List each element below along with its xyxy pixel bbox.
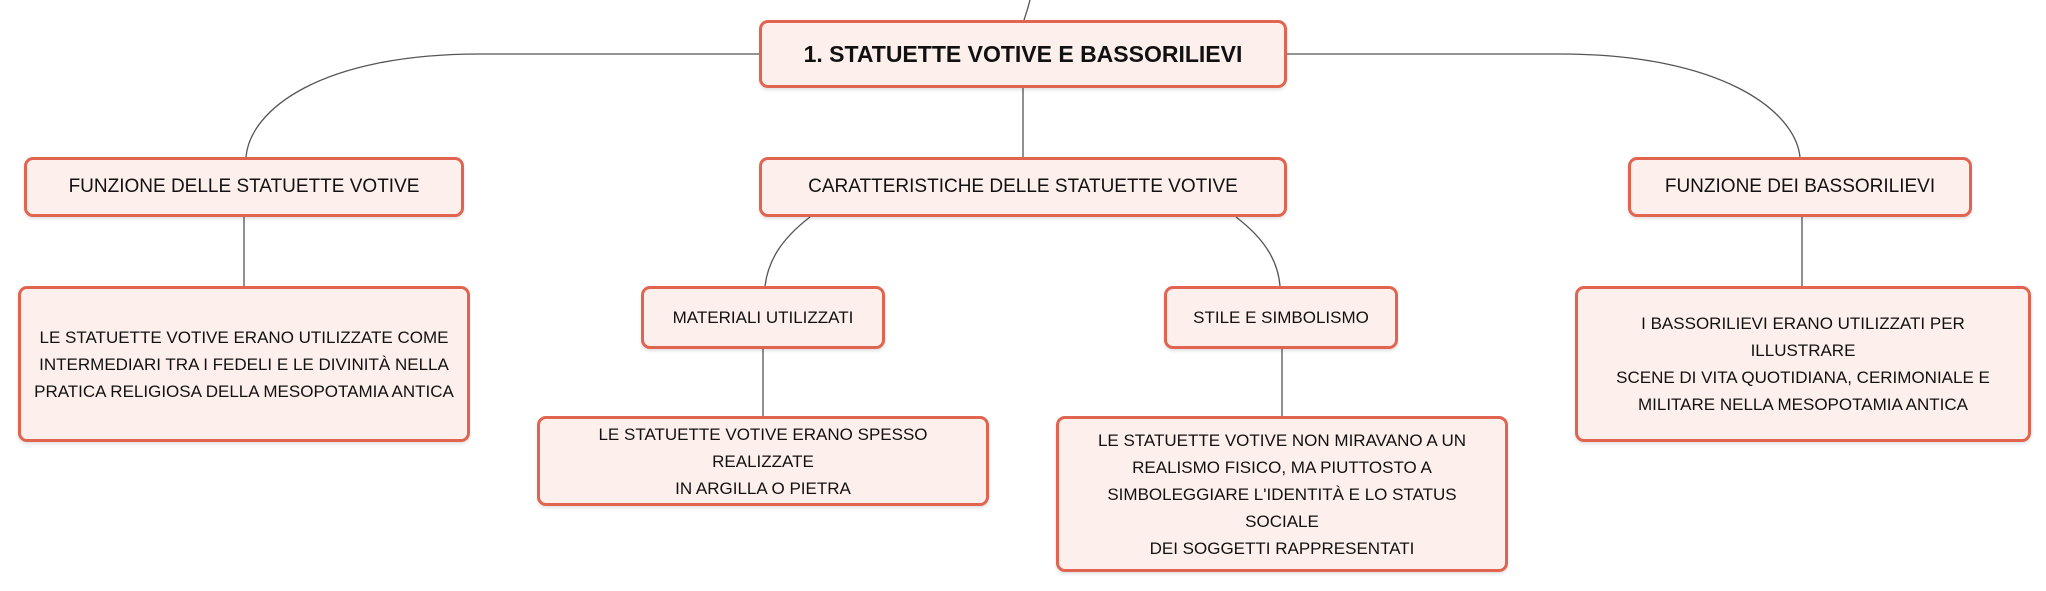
funzione-statuette-node[interactable] xyxy=(24,157,464,217)
funzione-bassorilievi-detail-node[interactable] xyxy=(1575,286,2031,442)
connector-root-to-funzione-statuette xyxy=(246,54,759,157)
stile-label: STILE E SIMBOLISMO xyxy=(1193,307,1369,327)
root-topic-label: 1. STATUETTE VOTIVE E BASSORILIEVI xyxy=(803,40,1243,67)
materiali-node[interactable] xyxy=(641,286,885,349)
materiali-label: MATERIALI UTILIZZATI xyxy=(672,307,854,327)
funzione-bassorilievi-node[interactable] xyxy=(1628,157,1972,217)
funzione-statuette-label: FUNZIONE DELLE STATUETTE VOTIVE xyxy=(68,176,420,197)
stile-detail-text: LE STATUETTE VOTIVE NON MIRAVANO A UN REALISMO FISICO, MA PIUTTOSTO A SIMBOLEGGIARE L'IDENTITÀ E LO STATUS SOCIALE DEI SOGGETTI RAPPRESENTATI xyxy=(1097,430,1467,558)
stile-detail-node[interactable] xyxy=(1056,416,1508,572)
connector-caratteristiche-to-stile xyxy=(1236,217,1280,286)
connector-caratteristiche-to-materiali xyxy=(765,217,810,286)
stile-node[interactable] xyxy=(1164,286,1398,349)
funzione-bassorilievi-label: FUNZIONE DEI BASSORILIEVI xyxy=(1664,176,1936,197)
materiali-detail-node[interactable] xyxy=(537,416,989,506)
funzione-bassorilievi-detail-text: I BASSORILIEVI ERANO UTILIZZATI PER ILLUSTRARE SCENE DI VITA QUOTIDIANA, CERIMONIALE E MILITARE NELLA MESOPOTAMIA ANTICA xyxy=(1616,314,1990,414)
root-topic-node[interactable] xyxy=(759,20,1287,88)
funzione-statuette-detail-text: LE STATUETTE VOTIVE ERANO UTILIZZATE COME INTERMEDIARI TRA I FEDELI E LE DIVINITÀ NELLA PRATICA RELIGIOSA DELLA MESOPOTAMIA ANTICA xyxy=(34,327,454,401)
materiali-detail-text: LE STATUETTE VOTIVE ERANO SPESSO REALIZZATE IN ARGILLA O PIETRA xyxy=(598,424,928,498)
caratteristiche-label: CARATTERISTICHE DELLE STATUETTE VOTIVE xyxy=(808,176,1238,197)
connector-root-to-funzione-bassorilievi xyxy=(1287,54,1800,157)
funzione-statuette-detail-node[interactable] xyxy=(18,286,470,442)
caratteristiche-node[interactable] xyxy=(759,157,1287,217)
connector-parent-top xyxy=(1024,0,1030,20)
